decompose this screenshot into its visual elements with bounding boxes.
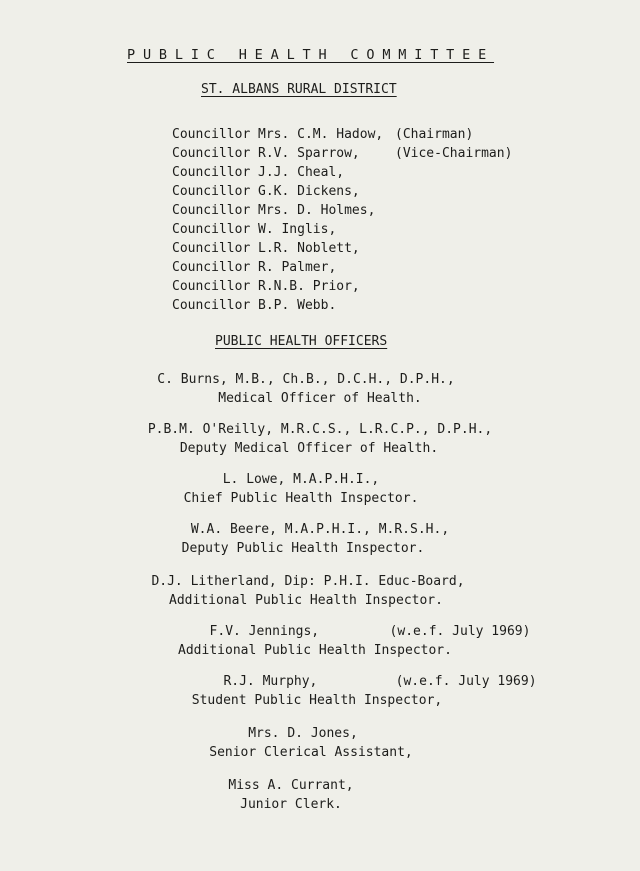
officer-line1: W.A. Beere, M.A.P.H.I., M.R.S.H.,: [190, 522, 450, 537]
page-title: PUBLIC HEALTH COMMITTEE: [127, 47, 495, 63]
member-label: Councillor: [172, 203, 251, 218]
officer-line2: Deputy Medical Officer of Health.: [179, 441, 439, 456]
member-name: Mrs. C.M. Hadow,: [258, 127, 384, 142]
officer-line2: Medical Officer of Health.: [218, 391, 422, 406]
member-role: (Chairman): [395, 127, 474, 142]
officer-line2: Additional Public Health Inspector.: [178, 643, 452, 658]
member-name: Mrs. D. Holmes,: [258, 203, 376, 218]
member-label: Councillor: [172, 146, 251, 161]
officer-line1: F.V. Jennings, (w.e.f. July 1969): [209, 624, 531, 639]
member-name: B.P. Webb.: [258, 298, 337, 313]
member-label: Councillor: [172, 298, 251, 313]
officer-line2: Senior Clerical Assistant,: [209, 745, 413, 760]
officer-line2: Student Public Health Inspector,: [191, 693, 443, 708]
member-name: R.N.B. Prior,: [258, 279, 360, 294]
officer-line1: C. Burns, M.B., Ch.B., D.C.H., D.P.H.,: [157, 372, 455, 387]
officer-line1: D.J. Litherland, Dip: P.H.I. Educ-Board,: [151, 574, 465, 589]
member-name: L.R. Noblett,: [258, 241, 360, 256]
member-label: Councillor: [172, 222, 251, 237]
member-label: Councillor: [172, 165, 251, 180]
member-name: J.J. Cheal,: [258, 165, 345, 180]
member-name: G.K. Dickens,: [258, 184, 360, 199]
officer-line2: Additional Public Health Inspector.: [169, 593, 443, 608]
officer-line1: R.J. Murphy, (w.e.f. July 1969): [223, 674, 537, 689]
member-label: Councillor: [172, 241, 251, 256]
page-subtitle: ST. ALBANS RURAL DISTRICT: [201, 82, 397, 97]
member-label: Councillor: [172, 279, 251, 294]
member-label: Councillor: [172, 260, 251, 275]
officer-line1: Miss A. Currant,: [228, 778, 354, 793]
member-label: Councillor: [172, 127, 251, 142]
officer-line1: Mrs. D. Jones,: [248, 726, 358, 741]
officer-line2: Deputy Public Health Inspector.: [181, 541, 425, 556]
officer-line1: L. Lowe, M.A.P.H.I.,: [222, 472, 380, 487]
member-role: (Vice-Chairman): [395, 146, 513, 161]
member-label: Councillor: [172, 184, 251, 199]
officer-line2: Junior Clerk.: [240, 797, 342, 812]
member-name: R. Palmer,: [258, 260, 337, 275]
officer-line2: Chief Public Health Inspector.: [183, 491, 419, 506]
officers-heading: PUBLIC HEALTH OFFICERS: [215, 334, 388, 349]
member-name: R.V. Sparrow,: [258, 146, 360, 161]
member-name: W. Inglis,: [258, 222, 337, 237]
officer-line1: P.B.M. O'Reilly, M.R.C.S., L.R.C.P., D.P.H.,: [147, 422, 493, 437]
